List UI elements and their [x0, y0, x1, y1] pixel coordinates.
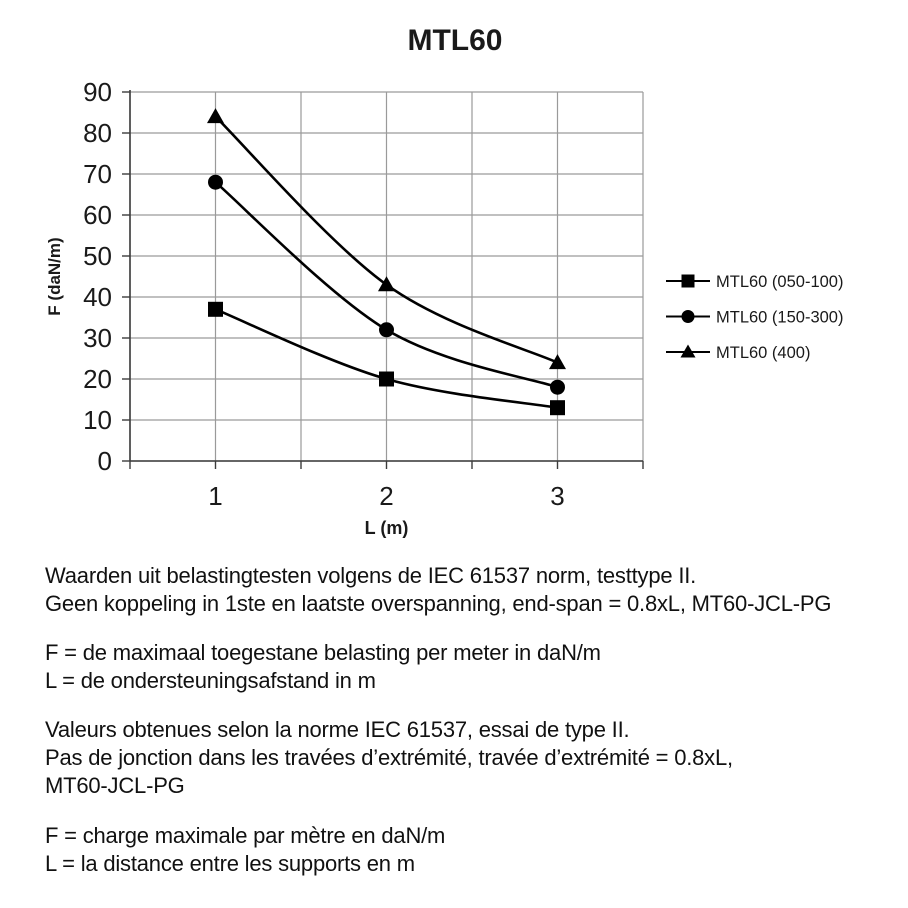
y-axis-title: F (daN/m) [45, 237, 64, 316]
series-marker [208, 175, 223, 190]
legend-marker [682, 310, 695, 323]
series-marker [379, 372, 394, 387]
series-marker [207, 108, 224, 123]
note-line: Geen koppeling in 1ste en laatste overspanning, end-span = 0.8xL, MT60-JCL-PG [45, 591, 832, 616]
note-line: Valeurs obtenues selon la norme IEC 61537, essai de type II. [45, 717, 630, 742]
series-marker [550, 400, 565, 415]
legend-label: MTL60 (150-300) [716, 308, 844, 327]
note-line: Waarden uit belastingtesten volgens de IEC 61537 norm, testtype II. [45, 563, 697, 588]
notes-french-definitions [45, 822, 445, 878]
y-tick-label: 20 [83, 364, 112, 394]
note-line: F = charge maximale par mètre en daN/m [45, 823, 446, 848]
x-tick-label: 1 [208, 481, 223, 511]
series-marker [208, 302, 223, 317]
y-tick-label: 70 [83, 159, 112, 189]
series-marker [549, 354, 566, 369]
note-line: F = de maximaal toegestane belasting per meter in daN/m [45, 640, 601, 665]
series-marker [379, 322, 394, 337]
y-tick-label: 80 [83, 118, 112, 148]
notes-dutch-definitions [45, 639, 601, 695]
note-line: L = la distance entre les supports en m [45, 851, 415, 876]
note-line: MT60-JCL-PG [45, 773, 185, 798]
y-tick-label: 0 [97, 446, 112, 476]
legend-label: MTL60 (050-100) [716, 273, 844, 291]
y-tick-label: 30 [83, 323, 112, 353]
y-tick-label: 60 [83, 200, 112, 230]
notes-french [45, 716, 733, 800]
y-tick-label: 90 [83, 77, 112, 107]
notes-dutch [45, 562, 831, 618]
legend-label: MTL60 (400) [716, 344, 811, 362]
chart-title: MTL60 [407, 24, 503, 57]
x-tick-label: 2 [379, 481, 394, 511]
series-marker [550, 380, 565, 395]
series-marker [378, 276, 395, 291]
x-tick-label: 3 [550, 481, 565, 511]
y-tick-label: 10 [83, 405, 112, 435]
x-axis-title: L (m) [364, 518, 409, 538]
note-line: L = de ondersteuningsafstand in m [45, 668, 376, 693]
y-tick-label: 40 [83, 282, 112, 312]
note-line: Pas de jonction dans les travées d’extrémité, travée d’extrémité = 0.8xL, [45, 745, 733, 770]
legend-marker [682, 275, 695, 288]
y-tick-label: 50 [83, 241, 112, 271]
